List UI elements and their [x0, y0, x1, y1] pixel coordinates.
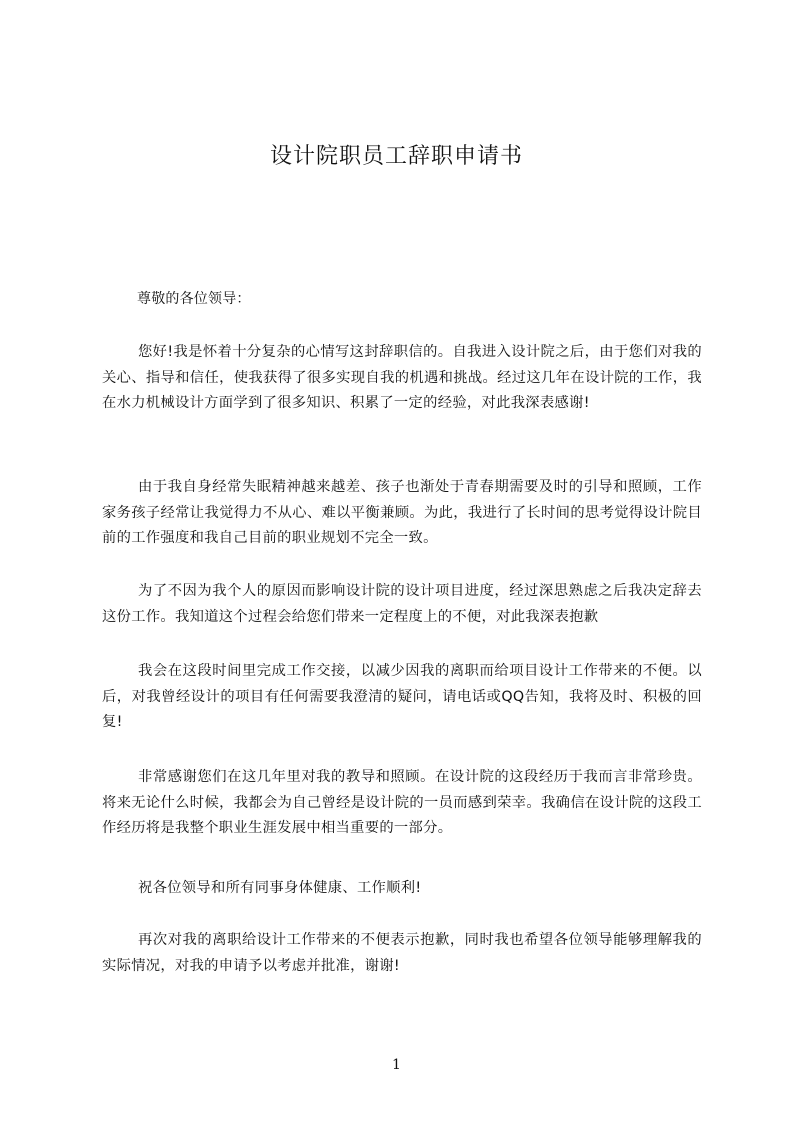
paragraph-greeting: 您好!我是怀着十分复杂的心情写这封辞职信的。自我进入设计院之后，由于您们对我的关心、指导和信任，使我获得了很多实现自我的机遇和挑战。经过这几年在设计院的工作，我在水力机械设计方面学到了很多知识、积累了一定的经验，对此我深表感谢!	[102, 344, 702, 412]
salutation: 尊敬的各位领导：	[137, 291, 251, 307]
document-title: 设计院职员工辞职申请书	[269, 144, 523, 169]
paragraph-handover: 我会在这段时间里完成工作交接，以减少因我的离职而给项目设计工作带来的不便。以后，对我曾经设计的项目有任何需要我澄清的疑问，请电话或QQ告知，我将及时、积极的回复!	[102, 663, 702, 731]
paragraph-decision: 为了不因为我个人的原因而影响设计院的设计项目进度，经过深思熟虑之后我决定辞去这份工作。我知道这个过程会给您们带来一定程度上的不便，对此我深表抱歉	[102, 583, 702, 625]
paragraph-wishes: 祝各位领导和所有同事身体健康、工作顺利!	[138, 880, 422, 896]
page-number: 1	[392, 1057, 401, 1073]
paragraph-thanks: 非常感谢您们在这几年里对我的教导和照顾。在设计院的这段经历于我而言非常珍贵。将来无论什么时候，我都会为自己曾经是设计院的一员而感到荣幸。我确信在设计院的这段工作经历将是我整个职业生涯发展中相当重要的一部分。	[102, 769, 702, 837]
paragraph-reason: 由于我自身经常失眠精神越来越差、孩子也渐处于青春期需要及时的引导和照顾，工作家务孩子经常让我觉得力不从心、难以平衡兼顾。为此，我进行了长时间的思考觉得设计院目前的工作强度和我自己目前的职业规划不完全一致。	[102, 479, 702, 547]
paragraph-closing: 再次对我的离职给设计工作带来的不便表示抱歉，同时我也希望各位领导能够理解我的实际情况，对我的申请予以考虑并批准，谢谢!	[102, 932, 702, 974]
